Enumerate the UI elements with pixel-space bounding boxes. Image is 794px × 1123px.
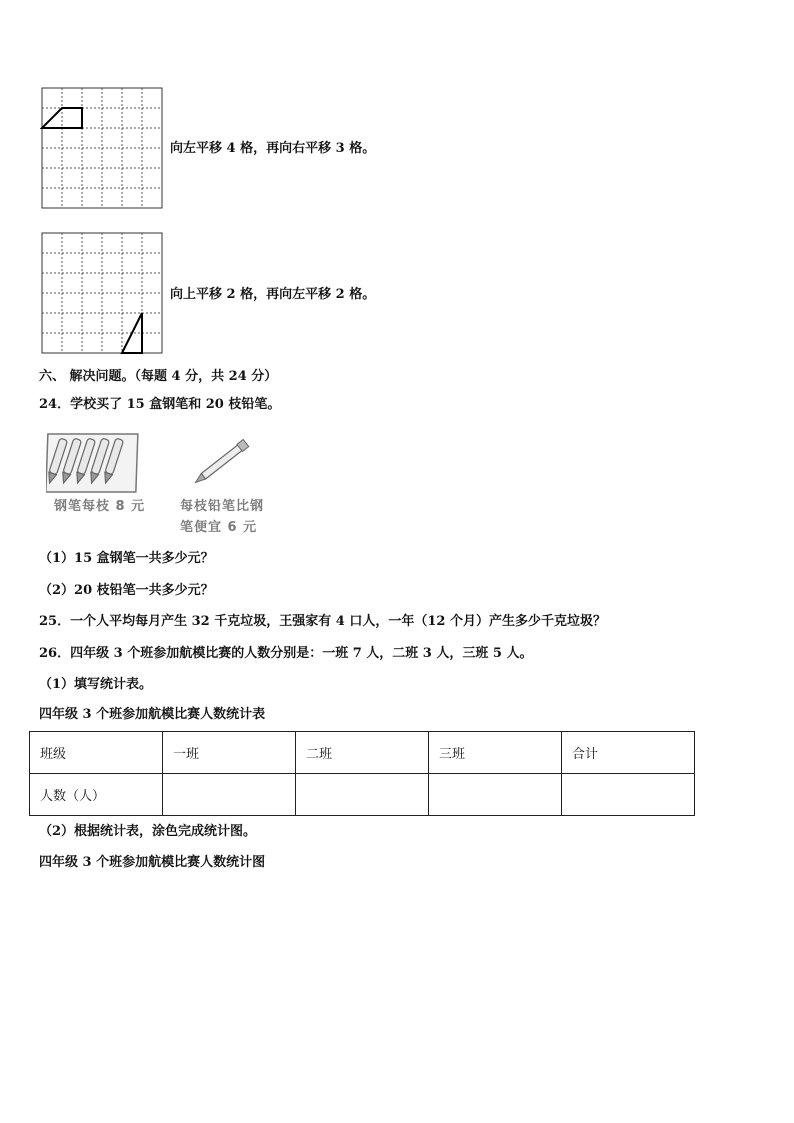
statistics-table	[29, 731, 695, 816]
table-cell-blank[interactable]	[296, 774, 429, 816]
grid-figure-trapezoid	[40, 86, 166, 212]
section-heading: 六、 解决问题。（每题 4 分，共 24 分）	[39, 369, 278, 384]
table-cell: 一班	[163, 732, 296, 774]
question-24: 24．学校买了 15 盒钢笔和 20 枝铅笔。	[39, 397, 281, 412]
table-title: 四年级 3 个班参加航模比赛人数统计表	[39, 707, 266, 722]
table-cell: 合计	[562, 732, 695, 774]
grid-figure-triangle	[40, 231, 166, 357]
pencil-caption-line2: 笔便宜 6 元	[180, 520, 258, 535]
question-25: 25．一个人平均每月产生 32 千克垃圾，王强家有 4 口人，一年（12 个月）产生多少千克垃圾？	[39, 614, 606, 629]
table-cell: 人数（人）	[30, 774, 163, 816]
table-cell: 三班	[429, 732, 562, 774]
q26-sub2: （2）根据统计表，涂色完成统计图。	[39, 824, 257, 839]
chart-title: 四年级 3 个班参加航模比赛人数统计图	[39, 855, 266, 870]
table-row	[30, 774, 695, 816]
table-cell-blank[interactable]	[163, 774, 296, 816]
pencil-caption-line1: 每枝铅笔比钢	[180, 499, 265, 514]
table-cell-blank[interactable]	[429, 774, 562, 816]
pen-box-icon	[46, 430, 142, 496]
q24-sub2: （2）20 枝铅笔一共多少元？	[39, 583, 214, 598]
pencil-icon	[190, 430, 260, 490]
question-26: 26．四年级 3 个班参加航模比赛的人数分别是：一班 7 人，二班 3 人，三班 5 人。	[39, 646, 533, 661]
q26-sub1: （1）填写统计表。	[39, 677, 153, 692]
table-cell: 二班	[296, 732, 429, 774]
pen-caption: 钢笔每枝 8 元	[54, 499, 146, 514]
grid2-instruction: 向上平移 2 格，再向左平移 2 格。	[170, 287, 376, 302]
table-cell: 班级	[30, 732, 163, 774]
table-header-row	[30, 732, 695, 774]
q24-sub1: （1）15 盒钢笔一共多少元？	[39, 551, 214, 566]
table-cell-blank[interactable]	[562, 774, 695, 816]
grid1-instruction: 向左平移 4 格，再向右平移 3 格。	[170, 141, 376, 156]
